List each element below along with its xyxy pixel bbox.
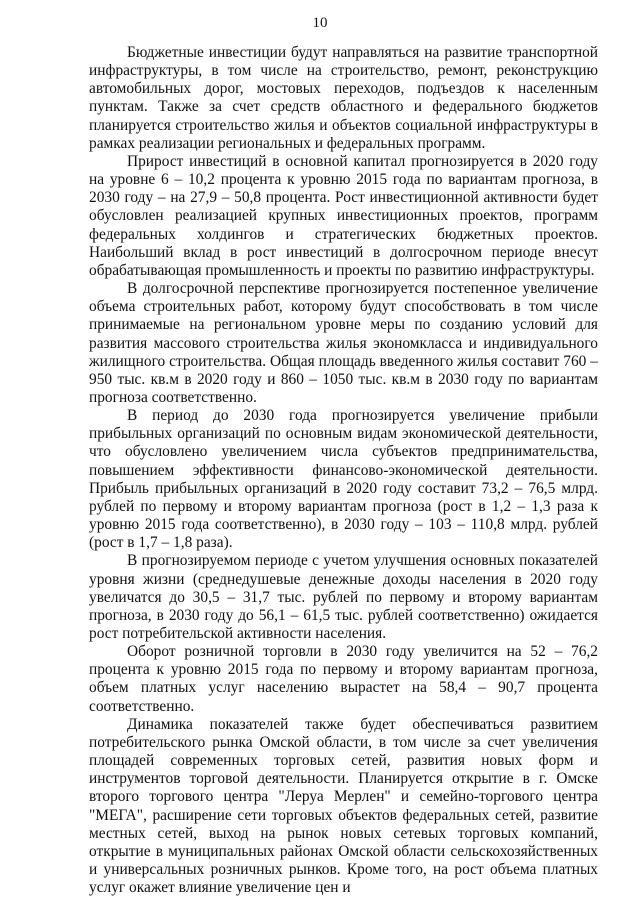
paragraph-consumer-market: Динамика показателей также будет обеспечиваться развитием потребительского рынка Омской области, в том числе за счет увеличения площадей современных торговых сетей, развития новых форм и инструментов торговой деятельности. Планируется открытие в г. Омске второго торгового центра "Леруа Мерлен" и семейно-торгового центра "МЕГА", расширение сети торговых объектов федеральных сетей, развитие местных сетей, выход на рынок новых сетевых торговых компаний, открытие в муниципальных районах Омской области сельскохозяйственных и универсальных розничных рынков. Кроме того, на рост объема платных услуг окажет влияние увеличение цен и [89,715,598,897]
body-text [89,44,598,897]
paragraph-transport-investment: Бюджетные инвестиции будут направляться на развитие транспортной инфраструктуры, в том числе на строительство, ремонт, реконструкцию автомобильных дорог, мостовых переходов, подъездов к населенным пунктам. Также за счет средств областного и федерального бюджетов планируется строительство жилья и объектов социальной инфраструктуры в рамках реализации региональных и федеральных программ. [89,44,598,152]
paragraph-capital-investment-growth: Прирост инвестиций в основной капитал прогнозируется в 2020 году на уровне 6 – 10,2 процента к уровню 2015 года по вариантам прогноза, в 2030 году – на 27,9 – 50,8 процента. Рост инвестиционной активности будет обусловлен реализацией крупных инвестиционных проектов, программ федеральных холдингов и стратегических бюджетных проектов. Наибольший вклад в рост инвестиций в долгосрочном периоде внесут обрабатывающая промышленность и проекты по развитию инфраструктуры. [89,152,598,279]
page-number: 10 [312,15,328,31]
paragraph-construction-volume: В долгосрочной перспективе прогнозируется постепенное увеличение объема строительных работ, которому будут способствовать в том числе принимаемые на региональном уровне меры по созданию условий для развития массового строительства жилья экономкласса и индивидуального жилищного строительства. Общая площадь введенного жилья составит 760 – 950 тыс. кв.м в 2020 году и 860 – 1050 тыс. кв.м в 2030 году по вариантам прогноза соответственно. [89,280,598,406]
paragraph-retail-turnover: Оборот розничной торговли в 2030 году увеличится на 52 – 76,2 процента к уровню 2015 года по первому и второму вариантам прогноза, объем платных услуг населению вырастет на 58,4 – 90,7 процента соответственно. [89,643,598,715]
paragraph-living-standards: В прогнозируемом периоде с учетом улучшения основных показателей уровня жизни (среднедушевые денежные доходы населения в 2020 году увеличатся до 30,5 – 31,7 тыс. рублей по первому и второму вариантам прогноза, в 2030 году до 56,1 – 61,5 тыс. рублей соответственно) ожидается рост потребительской активности населения. [89,552,598,642]
paragraph-profit-growth: В период до 2030 года прогнозируется увеличение прибыли прибыльных организаций по основным видам экономической деятельности, что обусловлено увеличением числа субъектов предпринимательства, повышением эффективности финансово-экономической деятельности. Прибыль прибыльных организаций в 2020 году составит 73,2 – 76,5 млрд. рублей по первому и второму вариантам прогноза (рост в 1,2 – 1,3 раза к уровню 2015 года соответственно), в 2030 году – 103 – 110,8 млрд. рублей (рост в 1,7 – 1,8 раза). [89,407,598,552]
